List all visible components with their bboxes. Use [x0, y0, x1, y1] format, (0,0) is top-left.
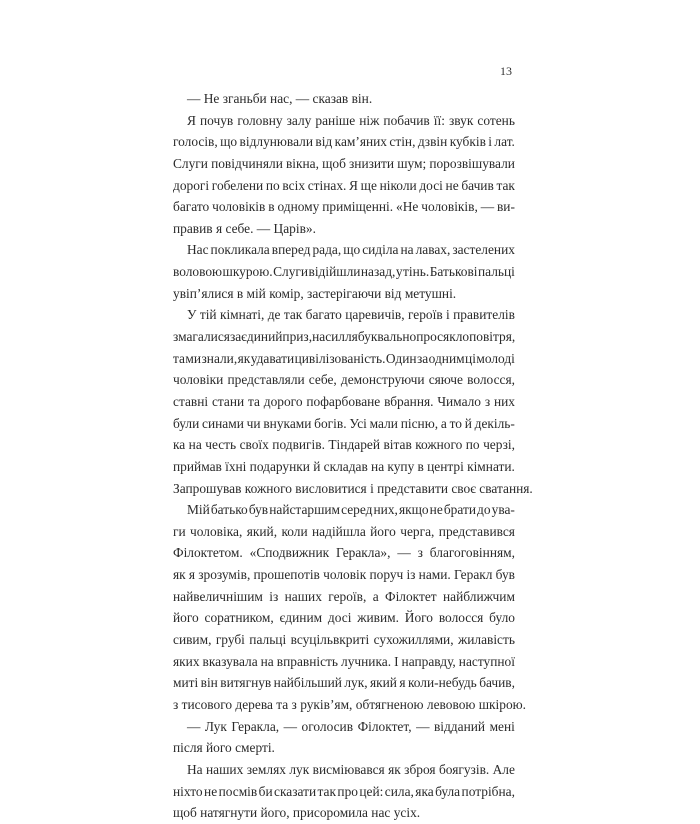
paragraph: [173, 88, 515, 110]
text-line: правив я себе. — Царів».: [173, 220, 316, 236]
text-line: ставні стани та дорого пофарбоване вбрання. Чимало з них: [173, 393, 515, 409]
paragraph: [173, 110, 515, 240]
text-line: найвеличнішим із наших героїв, а Філоктет найближчим: [173, 588, 515, 604]
text-line: після його смерті.: [173, 740, 275, 756]
paragraph: [173, 716, 515, 759]
text-line: Мій батько був найстаршим серед них, якщо не брати до ува-: [187, 502, 515, 518]
text-line: — Лук Геракла, — оголосив Філоктет, — відданий мені: [187, 718, 515, 734]
text-line: чоловіки представляли себе, демонструючи сяюче волосся,: [173, 372, 515, 388]
paragraph: [173, 304, 533, 499]
paragraph: [173, 759, 515, 824]
paragraph: [173, 499, 527, 715]
text-line: ніхто не посмів би сказати так про цей: сила, яка була потрібна,: [173, 783, 515, 799]
text-line: дорогі гобелени по всіх стінах. Я ще ніколи досі не бачив так: [173, 177, 515, 193]
text-line: Нас покликала вперед рада, що сиділа на лавах, застелених: [187, 242, 515, 258]
text-line: та ми знали, як удавати цивілізованість. Один за одним ці молоді: [173, 350, 515, 366]
text-line: змагалися за єдиний приз, насилля буквально просякло повітря,: [173, 329, 516, 345]
text-line: ги чоловіка, який, коли надійшла його черга, представився: [173, 523, 515, 539]
body-text: [173, 88, 533, 824]
text-line: Філоктетом. «Сподвижник Геракла», — з благоговінням,: [173, 545, 515, 561]
text-line: яких вказувала на вправність лучника. І направду, наступної: [173, 653, 515, 669]
text-line: Слуги повідчиняли вікна, щоб знизити шум; порозвішували: [173, 155, 515, 171]
text-line: його соратником, єдиним досі живим. Його волосся було: [173, 610, 515, 626]
text-line: увіп’ялися в мій комір, застерігаючи від метушні.: [173, 285, 457, 301]
text-line: сивим, грубі пальці всуцільвкриті сухожиллями, жилавість: [173, 632, 515, 648]
text-line: миті він витягнув найбільший лук, який я коли-небудь бачив,: [173, 675, 515, 691]
text-line: як я зрозумів, прошепотів чоловік поруч із нами. Геракл був: [173, 567, 515, 583]
text-line: голосів, що відлунювали від кам’яних стін, дзвін кубків і лат.: [173, 134, 515, 150]
text-line: На наших землях лук висміювався як зброя боягузів. Але: [187, 761, 515, 777]
text-line: воловою шкурою. Слуги відійшли назад, у тінь. Батькові пальці: [173, 264, 515, 280]
text-line: були синами чи внуками богів. Усі мали пісню, а то й декіль-: [173, 415, 515, 431]
text-line: Запрошував кожного висловитися і представити своє сватання.: [173, 480, 533, 496]
text-line: з тисового дерева та з руків’ям, обтягненою левовою шкірою.: [173, 696, 527, 712]
text-line: ка на честь своїх подвигів. Тіндарей вітав кожного по черзі,: [173, 437, 515, 453]
page-number: 13: [500, 64, 512, 78]
text-line: багато чоловіків в одному приміщенні. «Не чоловіків, — ви-: [173, 199, 515, 215]
text-line: приймав їхні подарунки й складав на купу в центрі кімнати.: [173, 458, 515, 474]
paragraph: [173, 239, 515, 304]
text-line: — Не зганьби нас, — сказав він.: [187, 91, 373, 106]
text-line: щоб натягнути його, присоромила нас усіх.: [173, 805, 421, 821]
text-line: Я почув головну залу раніше ніж побачив її: звук сотень: [187, 112, 515, 128]
text-line: У тій кімнаті, де так багато царевичів, героїв і правителів: [187, 307, 515, 323]
